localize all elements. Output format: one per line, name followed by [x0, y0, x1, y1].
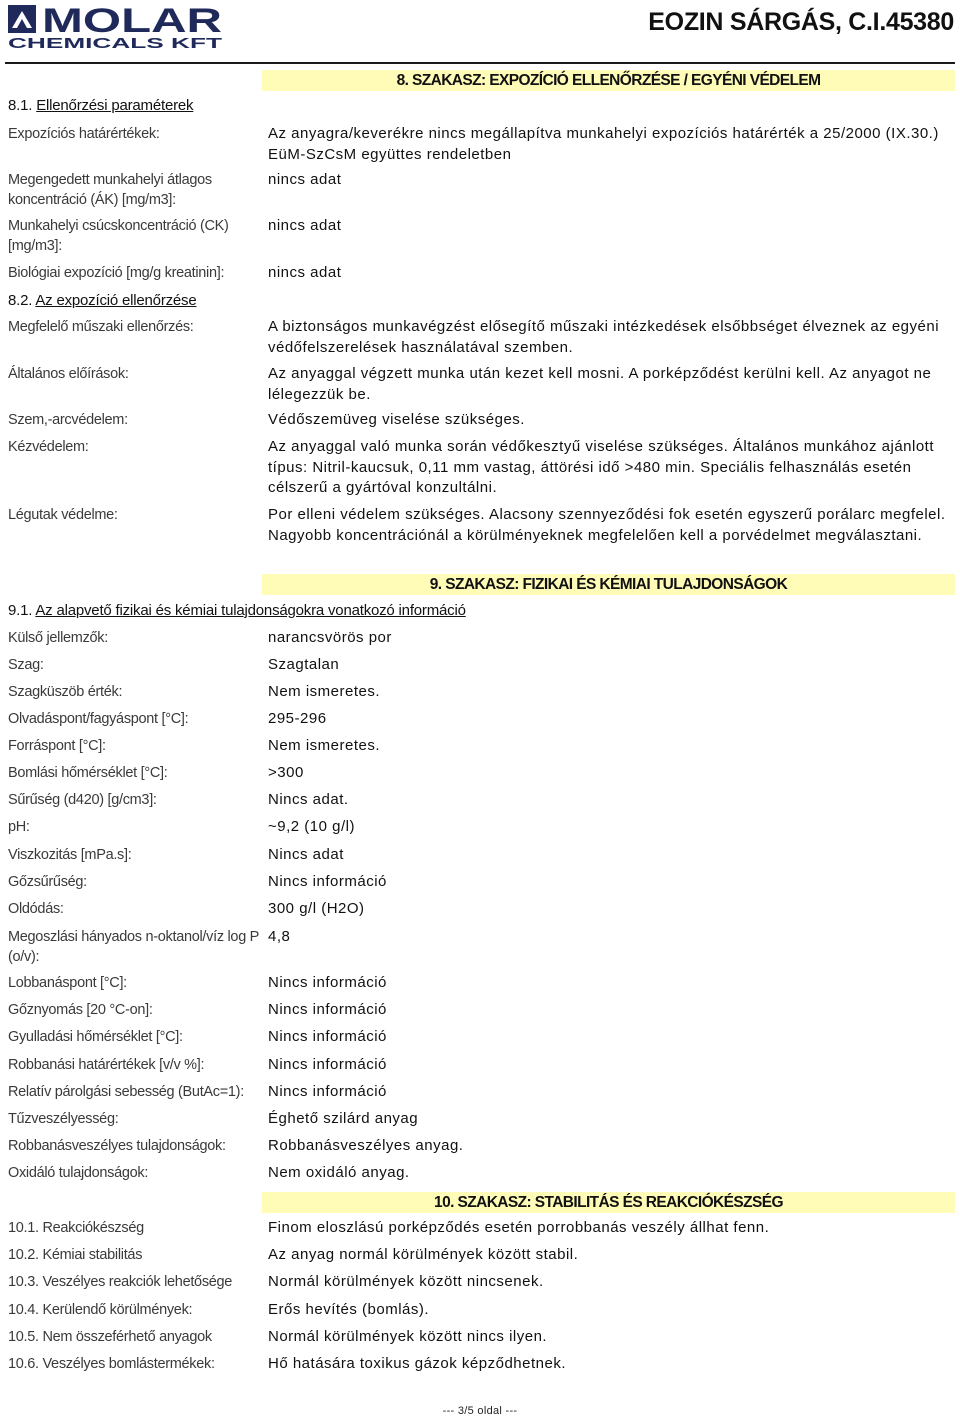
field-label: Légutak védelme:	[8, 507, 118, 523]
field-label: Szag:	[8, 657, 44, 673]
field-label: Szagküszöb érték:	[8, 684, 123, 700]
field-label: Expozíciós határértékek:	[8, 126, 160, 142]
field-value: Az anyagra/keverékre nincs megállapítva munkahelyi expozíciós határérték a 25/2000 (IX.30.) EüM-SzCsM együttes rendeletben	[268, 125, 939, 163]
subsection-title: Ellenőrzési paraméterek	[36, 97, 194, 114]
field-value: Nem ismeretes.	[268, 737, 381, 754]
field-label: Megengedett munkahelyi átlagos koncentráció (ÁK) [mg/m3]:	[8, 172, 212, 208]
field-label: Relatív párolgási sebesség (ButAc=1):	[8, 1084, 244, 1100]
field-value: Por elleni védelem szükséges. Alacsony szennyeződési fok esetén egyszerű porálarc megfelel. Nagyobb koncentrációnál a körülményeknek megfelelően kell a porvédelmet megválasztani.	[268, 506, 946, 544]
field-label: Oxidáló tulajdonságok:	[8, 1165, 149, 1181]
field-value: Nincs információ	[268, 1028, 387, 1045]
subsection-number: 8.2.	[8, 292, 33, 309]
field-label: Forráspont [°C]:	[8, 738, 106, 754]
field-label: Általános előírások:	[8, 366, 129, 382]
field-value: Nincs adat	[268, 846, 344, 863]
subsection-number: 8.1.	[8, 97, 33, 114]
field-label: 10.5. Nem összeférhető anyagok	[8, 1329, 212, 1345]
field-value: Nem ismeretes.	[268, 683, 381, 700]
field-label: pH:	[8, 819, 30, 835]
field-value: 4,8	[268, 928, 291, 945]
field-label: 10.6. Veszélyes bomlástermékek:	[8, 1356, 215, 1372]
field-value: Nincs információ	[268, 1001, 387, 1018]
field-value: A biztonságos munkavégzést elősegítő műszaki intézkedések elsőbbséget élveznek az egyéni védőfelszerelések használatával szemben.	[268, 318, 940, 356]
field-label: Megfelelő műszaki ellenőrzés:	[8, 319, 194, 335]
field-label: 10.2. Kémiai stabilitás	[8, 1247, 143, 1263]
field-value: Nincs információ	[268, 1083, 387, 1100]
section-10-title: 10. SZAKASZ: STABILITÁS ÉS REAKCIÓKÉSZSÉG	[262, 1192, 955, 1213]
field-label: Kézvédelem:	[8, 439, 89, 455]
field-label: 10.3. Veszélyes reakciók lehetősége	[8, 1274, 233, 1290]
field-label: Lobbanáspont [°C]:	[8, 975, 127, 991]
field-label: Robbanási határértékek [v/v %]:	[8, 1057, 205, 1073]
field-label: Robbanásveszélyes tulajdonságok:	[8, 1138, 226, 1154]
field-label: Tűzveszélyesség:	[8, 1111, 119, 1127]
field-label: 10.1. Reakciókészség	[8, 1220, 144, 1236]
field-label: Oldódás:	[8, 901, 64, 917]
section-9-title: 9. SZAKASZ: FIZIKAI ÉS KÉMIAI TULAJDONSÁGOK	[262, 574, 955, 595]
field-value: nincs adat	[268, 217, 342, 234]
subsection-number: 9.1.	[8, 602, 33, 619]
field-value: Az anyaggal végzett munka után kezet kell mosni. A porképződést kerülni kell. Az anyagot ne lélegezzük be.	[268, 365, 932, 403]
field-value: Az anyag normál körülmények között stabil.	[268, 1246, 579, 1263]
field-label: Viszkozitás [mPa.s]:	[8, 847, 132, 863]
field-label: 10.4. Kerülendő körülmények:	[8, 1302, 193, 1318]
subsection-title: Az alapvető fizikai és kémiai tulajdonságokra vonatkozó információ	[35, 602, 466, 619]
field-label: Megoszlási hányados n-oktanol/víz log P (o/v):	[8, 929, 259, 965]
field-value: Nincs adat.	[268, 791, 349, 808]
field-value: nincs adat	[268, 264, 342, 281]
subsection-8-2	[8, 292, 197, 309]
field-value: Robbanásveszélyes anyag.	[268, 1137, 464, 1154]
field-label: Olvadáspont/fagyáspont [°C]:	[8, 711, 189, 727]
field-value: ~9,2 (10 g/l)	[268, 818, 355, 835]
field-label: Biológiai expozíció [mg/g kreatinin]:	[8, 265, 225, 281]
subsection-title: Az expozíció ellenőrzése	[35, 292, 197, 309]
field-value: Szagtalan	[268, 656, 340, 673]
field-label: Szem,-arcvédelem:	[8, 412, 128, 428]
field-value: Hő hatására toxikus gázok képződhetnek.	[268, 1355, 567, 1372]
section-8-title: 8. SZAKASZ: EXPOZÍCIÓ ELLENŐRZÉSE / EGYÉNI VÉDELEM	[262, 70, 955, 91]
subsection-8-1	[8, 97, 193, 114]
header-divider	[5, 62, 955, 64]
field-value: Védőszemüveg viselése szükséges.	[268, 411, 525, 428]
field-label: Gőznyomás [20 °C-on]:	[8, 1002, 153, 1018]
company-logo	[6, 2, 228, 50]
field-value: >300	[268, 764, 304, 781]
subsection-9-1	[8, 602, 466, 619]
field-label: Gőzsűrűség:	[8, 874, 87, 890]
field-value: 300 g/l (H2O)	[268, 900, 365, 917]
field-label: Bomlási hőmérséklet [°C]:	[8, 765, 168, 781]
field-value: Nem oxidáló anyag.	[268, 1164, 410, 1181]
field-value: Erős hevítés (bomlás).	[268, 1301, 430, 1318]
field-value: Normál körülmények között nincsenek.	[268, 1273, 544, 1290]
field-label: Külső jellemzők:	[8, 630, 108, 646]
field-label: Sűrűség (d420) [g/cm3]:	[8, 792, 157, 808]
product-title: EOZIN SÁRGÁS, C.I.45380	[648, 8, 954, 36]
field-value: Nincs információ	[268, 1056, 387, 1073]
field-label: Gyulladási hőmérséklet [°C]:	[8, 1029, 183, 1045]
field-value: Az anyaggal való munka során védőkesztyű viselése szükséges. Általános munkához ajánlott típus: Nitril-kaucsuk, 0,11 mm vastag, áttörési idő >480 min. Speciális felhasználás esetén célszerű a gyártóval konzultálni.	[268, 438, 935, 496]
logo-wordmark: MOLAR	[42, 2, 222, 40]
page-number: --- 3/5 oldal ---	[442, 1405, 518, 1417]
field-value: Normál körülmények között nincs ilyen.	[268, 1328, 548, 1345]
field-value: Éghető szilárd anyag	[268, 1110, 419, 1127]
field-value: Nincs információ	[268, 974, 387, 991]
field-value: 295-296	[268, 710, 327, 727]
field-value: Finom eloszlású porképződés esetén porrobbanás veszély állhat fenn.	[268, 1219, 770, 1236]
field-label: Munkahelyi csúcskoncentráció (CK) [mg/m3]:	[8, 218, 229, 254]
field-value: narancsvörös por	[268, 629, 392, 646]
field-value: nincs adat	[268, 171, 342, 188]
logo-subline: CHEMICALS KFT	[8, 36, 223, 50]
field-value: Nincs információ	[268, 873, 387, 890]
